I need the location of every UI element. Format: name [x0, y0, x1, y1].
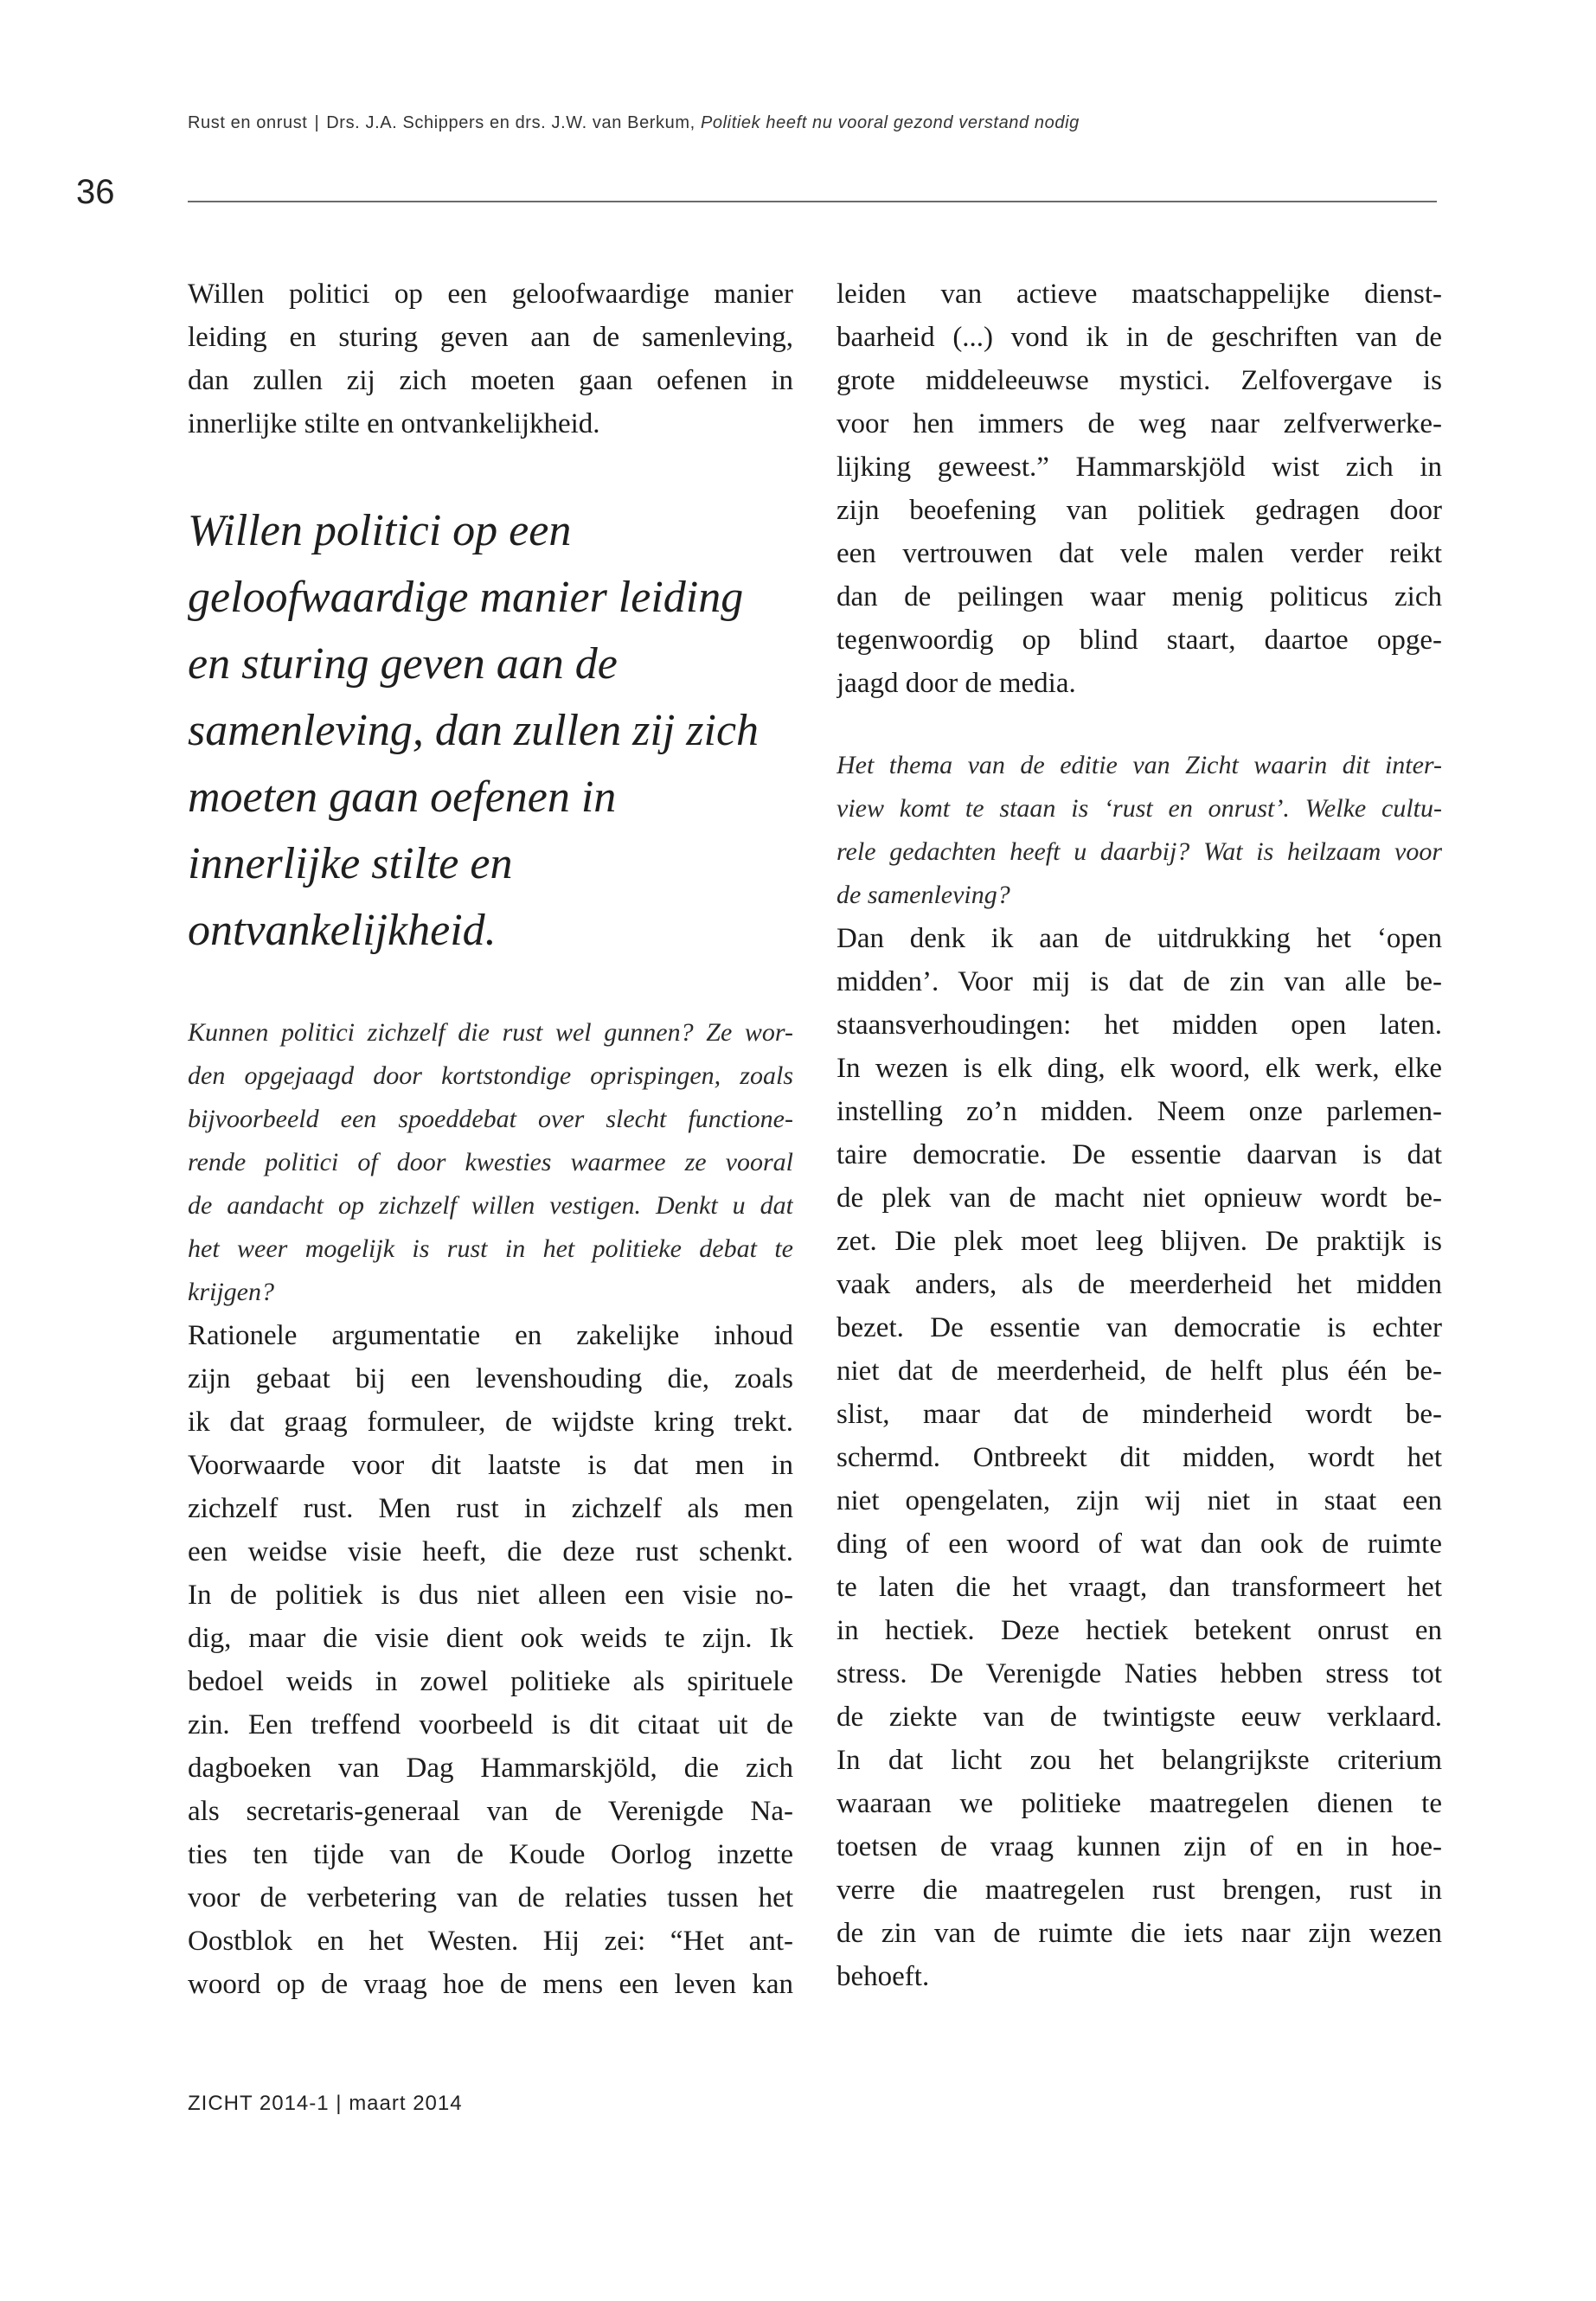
text-line: zijn beoefening van politiek gedragen door [836, 495, 1442, 526]
text-line: bezet. De essentie van democratie is echter [836, 1312, 1442, 1343]
text-line: verre die maatregelen rust brengen, rust in [836, 1875, 1442, 1906]
text-line: leiden van actieve maatschappelijke dienst- [836, 279, 1442, 310]
text-line: staansverhoudingen: het midden open laten. [836, 1009, 1442, 1041]
text-line: in hectiek. Deze hectiek betekent onrust en [836, 1615, 1442, 1646]
text-line: toetsen de vraag kunnen zijn of en in hoe- [836, 1831, 1442, 1862]
text-line: leiding en sturing geven aan de samenleving, [188, 322, 793, 353]
pull-quote [188, 497, 793, 964]
left-column [188, 272, 793, 2006]
text-line: woord op de vraag hoe de mens een leven kan [188, 1969, 793, 2000]
text-line: tegenwoordig op blind staart, daartoe opge- [836, 625, 1442, 656]
text-line: Oostblok en het Westen. Hij zei: “Het ant- [188, 1926, 793, 1957]
text-line: grote middeleeuwse mystici. Zelfovergave is [836, 365, 1442, 396]
text-line: Kunnen politici zichzelf die rust wel gunnen? Ze wor- [188, 1018, 793, 1047]
header-rule [188, 201, 1437, 202]
text-line: de samenleving? [836, 881, 1010, 909]
section-name: Rust en onrust [188, 113, 308, 132]
text-line: ontvankelijkheid. [188, 906, 497, 955]
text-line: als secretaris-generaal van de Verenigde Na- [188, 1796, 793, 1827]
paragraph-gap [836, 705, 1442, 744]
text-line: rende politici of door kwesties waarmee ze vooral [188, 1148, 793, 1176]
text-line: Voorwaarde voor dit laatste is dat men in [188, 1450, 793, 1481]
text-line: In wezen is elk ding, elk woord, elk werk, elke [836, 1053, 1442, 1084]
text-line: voor de verbetering van de relaties tussen het [188, 1882, 793, 1913]
text-line: de ziekte van de twintigste eeuw verklaard. [836, 1702, 1442, 1733]
text-line: niet opengelaten, zijn wij niet in staat een [836, 1485, 1442, 1516]
text-line: view komt te staan is ‘rust en onrust’. Welke cultu- [836, 794, 1442, 823]
right-column [836, 272, 1442, 1998]
intro-paragraph [188, 272, 793, 445]
text-line: Dan denk ik aan de uitdrukking het ‘open [836, 923, 1442, 954]
authors: Drs. J.A. Schippers en drs. J.W. van Berkum, [326, 113, 695, 132]
text-line: Willen politici op een [188, 506, 572, 555]
text-line: geloofwaardige manier leiding [188, 573, 744, 622]
text-line: innerlijke stilte en [188, 839, 513, 888]
answer-continuation [836, 272, 1442, 705]
text-line: zichzelf rust. Men rust in zichzelf als men [188, 1493, 793, 1524]
text-line: Het thema van de editie van Zicht waarin dit inter- [836, 751, 1442, 779]
text-line: waaraan we politieke maatregelen dienen te [836, 1788, 1442, 1819]
text-line: Rationele argumentatie en zakelijke inhoud [188, 1320, 793, 1351]
text-line: een vertrouwen dat vele malen verder reikt [836, 538, 1442, 569]
page-number: 36 [76, 173, 115, 211]
text-line: stress. De Verenigde Naties hebben stress tot [836, 1658, 1442, 1689]
text-line: moeten gaan oefenen in [188, 772, 617, 822]
text-line: voor hen immers de weg naar zelfverwerke- [836, 408, 1442, 439]
text-line: zet. Die plek moet leeg blijven. De praktijk is [836, 1226, 1442, 1257]
text-line: de plek van de macht niet opnieuw wordt be- [836, 1183, 1442, 1214]
text-line: krijgen? [188, 1278, 274, 1306]
text-line: niet dat de meerderheid, de helft plus één be- [836, 1356, 1442, 1387]
text-line: zijn gebaat bij een levenshouding die, zoals [188, 1363, 793, 1394]
text-line: midden’. Voor mij is dat de zin van alle be- [836, 966, 1442, 997]
text-line: dan zullen zij zich moeten gaan oefenen in [188, 365, 793, 396]
text-line: het weer mogelijk is rust in het politieke debat te [188, 1234, 793, 1263]
text-line: te laten die het vraagt, dan transformeert het [836, 1572, 1442, 1603]
text-line: lijking geweest.” Hammarskjöld wist zich in [836, 452, 1442, 483]
text-line: bijvoorbeeld een spoeddebat over slecht functione- [188, 1105, 793, 1133]
text-line: baarheid (...) vond ik in de geschriften van de [836, 322, 1442, 353]
text-line: dagboeken van Dag Hammarskjöld, die zich [188, 1753, 793, 1784]
article-title: Politiek heeft nu vooral gezond verstand nodig [700, 113, 1080, 132]
text-line: In dat licht zou het belangrijkste criterium [836, 1745, 1442, 1776]
text-line: schermd. Ontbreekt dit midden, wordt het [836, 1442, 1442, 1473]
interview-question [836, 744, 1442, 917]
footer-publication: ZICHT 2014-1 | maart 2014 [188, 2092, 463, 2115]
text-line: rele gedachten heeft u daarbij? Wat is heilzaam voor [836, 837, 1442, 866]
text-line: en sturing geven aan de [188, 639, 618, 689]
interview-answer [836, 917, 1442, 1998]
text-line: vaak anders, als de meerderheid het midden [836, 1269, 1442, 1300]
text-line: ding of een woord of wat dan ook de ruimte [836, 1529, 1442, 1560]
text-line: de zin van de ruimte die iets naar zijn wezen [836, 1918, 1442, 1949]
text-line: den opgejaagd door kortstondige oprispingen, zoals [188, 1061, 793, 1090]
text-line: taire democratie. De essentie daarvan is dat [836, 1139, 1442, 1170]
text-line: innerlijke stilte en ontvankelijkheid. [188, 408, 600, 439]
interview-answer [188, 1314, 793, 2006]
text-line: ik dat graag formuleer, de wijdste kring trekt. [188, 1407, 793, 1438]
text-line: dan de peilingen waar menig politicus zich [836, 581, 1442, 612]
text-line: behoeft. [836, 1961, 930, 1992]
text-line: slist, maar dat de minderheid wordt be- [836, 1399, 1442, 1430]
text-line: bedoel weids in zowel politieke als spirituele [188, 1666, 793, 1697]
text-line: samenleving, dan zullen zij zich [188, 706, 760, 755]
text-line: instelling zo’n midden. Neem onze parlemen- [836, 1096, 1442, 1127]
text-line: dig, maar die visie dient ook weids te zijn. Ik [188, 1623, 793, 1654]
text-line: jaagd door de media. [836, 668, 1076, 699]
text-line: een weidse visie heeft, die deze rust schenkt. [188, 1536, 793, 1567]
header-separator: | [314, 113, 320, 132]
interview-question [188, 1011, 793, 1314]
text-line: zin. Een treffend voorbeeld is dit citaat uit de [188, 1709, 793, 1740]
text-line: ties ten tijde van de Koude Oorlog inzette [188, 1839, 793, 1870]
text-line: In de politiek is dus niet alleen een visie no- [188, 1580, 793, 1611]
running-head [188, 113, 1080, 133]
text-line: de aandacht op zichzelf willen vestigen. Denkt u dat [188, 1191, 793, 1220]
text-line: Willen politici op een geloofwaardige manier [188, 279, 793, 310]
